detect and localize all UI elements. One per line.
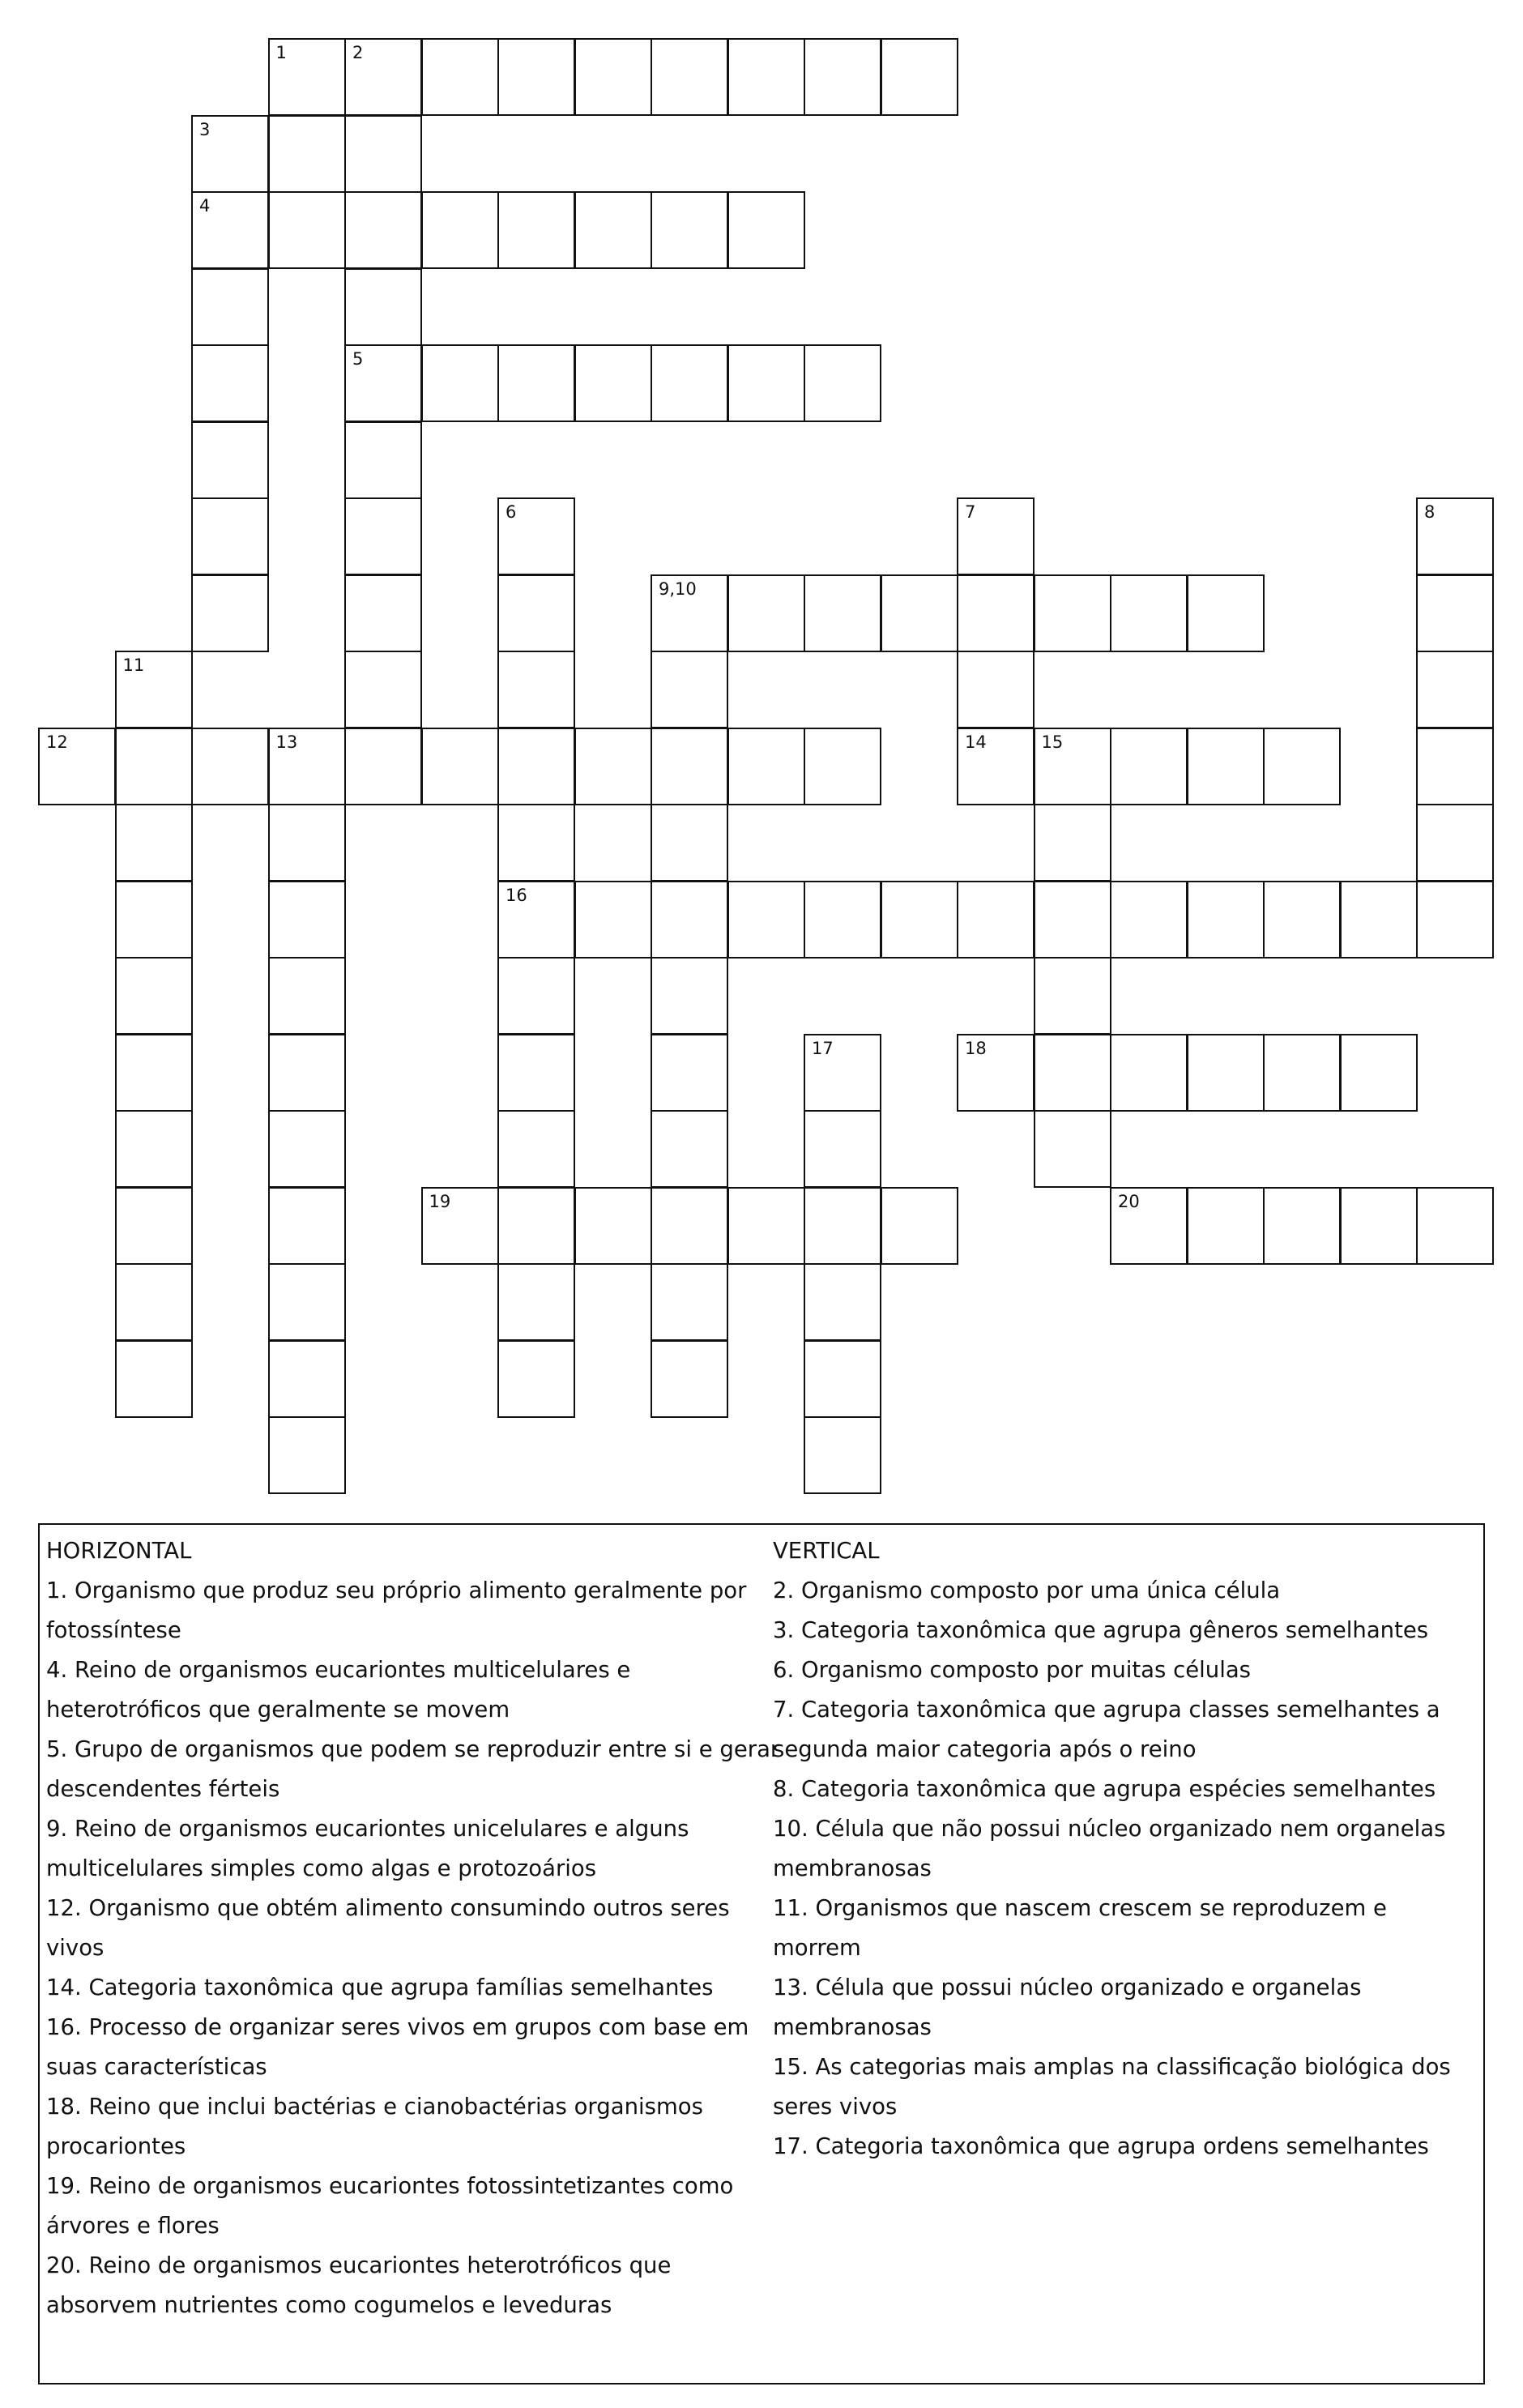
grid-cell[interactable] — [1187, 728, 1265, 805]
clue-number: 13 — [275, 732, 298, 752]
grid-cell[interactable] — [727, 344, 805, 422]
grid-cell[interactable] — [344, 38, 422, 116]
grid-cell[interactable] — [268, 38, 346, 116]
clue-line: 16. Processo de organizar seres vivos em grupos com base em — [46, 2014, 749, 2040]
clue-line: 17. Categoria taxonômica que agrupa ordens semelhantes — [773, 2133, 1429, 2159]
grid-cell[interactable] — [651, 804, 728, 882]
grid-cell[interactable] — [804, 1416, 881, 1494]
grid-cell[interactable] — [651, 574, 728, 652]
grid-cell[interactable] — [1263, 728, 1341, 805]
grid-cell[interactable] — [1416, 1187, 1494, 1265]
grid-cell[interactable] — [1263, 881, 1341, 959]
clue-number: 4 — [199, 196, 211, 216]
grid-cell[interactable] — [727, 728, 805, 805]
clue-line: 10. Célula que não possui núcleo organizado nem organelas — [773, 1816, 1446, 1842]
grid-cell[interactable] — [574, 191, 652, 269]
grid-cell[interactable] — [268, 957, 346, 1035]
grid-cell[interactable] — [727, 574, 805, 652]
grid-cell[interactable] — [727, 191, 805, 269]
grid-cell[interactable] — [804, 1034, 881, 1112]
grid-cell[interactable] — [1340, 1034, 1418, 1112]
grid-cell[interactable] — [651, 191, 728, 269]
grid-cell[interactable] — [191, 574, 269, 652]
grid-cell[interactable] — [804, 1340, 881, 1418]
grid-cell[interactable] — [38, 728, 116, 805]
grid-cell[interactable] — [115, 804, 193, 882]
grid-cell[interactable] — [727, 38, 805, 116]
grid-cell[interactable] — [1340, 881, 1418, 959]
grid-cell[interactable] — [1110, 574, 1188, 652]
clue-number: 16 — [506, 885, 527, 905]
grid-cell[interactable] — [957, 574, 1035, 652]
grid-cell[interactable] — [1416, 804, 1494, 882]
grid-cell[interactable] — [344, 574, 422, 652]
grid-cell[interactable] — [804, 1187, 881, 1265]
grid-cell[interactable] — [651, 344, 728, 422]
clue-line: membranosas — [773, 1855, 932, 1881]
grid-cell[interactable] — [957, 497, 1035, 575]
grid-cell[interactable] — [191, 115, 269, 193]
grid-cell[interactable] — [804, 1110, 881, 1188]
grid-cell[interactable] — [804, 881, 881, 959]
grid-cell[interactable] — [115, 1263, 193, 1341]
grid-cell[interactable] — [344, 268, 422, 346]
clue-line: suas características — [46, 2054, 267, 2080]
grid-cell[interactable] — [1263, 1034, 1341, 1112]
clue-line: 8. Categoria taxonômica que agrupa espécies semelhantes — [773, 1776, 1436, 1802]
grid-cell[interactable] — [1034, 881, 1111, 959]
grid-cell[interactable] — [344, 115, 422, 193]
clue-number: 8 — [1424, 502, 1436, 522]
grid-cell[interactable] — [344, 651, 422, 728]
clue-number: 14 — [965, 732, 987, 752]
clue-number: 19 — [429, 1191, 451, 1211]
clue-number: 15 — [1041, 732, 1064, 752]
grid-cell[interactable] — [421, 38, 499, 116]
grid-cell[interactable] — [881, 881, 958, 959]
clue-line: 18. Reino que inclui bactérias e cianobactérias organismos — [46, 2094, 703, 2120]
grid-cell[interactable] — [1110, 1034, 1188, 1112]
clue-number: 9,10 — [659, 579, 697, 599]
vertical-clues-column — [773, 1531, 1478, 2167]
grid-cell[interactable] — [651, 1340, 728, 1418]
clue-line: segunda maior categoria após o reino — [773, 1736, 1197, 1762]
clue-line: procariontes — [46, 2133, 186, 2159]
grid-cell[interactable] — [191, 268, 269, 346]
grid-cell[interactable] — [804, 574, 881, 652]
grid-cell[interactable] — [651, 1263, 728, 1341]
grid-cell[interactable] — [804, 344, 881, 422]
grid-cell[interactable] — [268, 1187, 346, 1265]
grid-cell[interactable] — [497, 957, 575, 1035]
clue-line: 6. Organismo composto por muitas células — [773, 1657, 1252, 1683]
grid-cell[interactable] — [1034, 1110, 1111, 1188]
grid-cell[interactable] — [497, 1034, 575, 1112]
grid-cell[interactable] — [344, 728, 422, 805]
grid-cell[interactable] — [1416, 497, 1494, 575]
grid-cell[interactable] — [1110, 1187, 1188, 1265]
grid-cell[interactable] — [574, 344, 652, 422]
grid-cell[interactable] — [1034, 804, 1111, 882]
grid-cell[interactable] — [115, 1034, 193, 1112]
grid-cell[interactable] — [727, 881, 805, 959]
grid-cell[interactable] — [497, 804, 575, 882]
grid-cell[interactable] — [421, 344, 499, 422]
clue-line: heterotróficos que geralmente se movem — [46, 1697, 510, 1723]
grid-cell[interactable] — [497, 1340, 575, 1418]
clue-number: 3 — [199, 119, 211, 139]
clue-line: multicelulares simples como algas e protozoários — [46, 1855, 597, 1881]
grid-cell[interactable] — [115, 1340, 193, 1418]
vertical-clues-title: VERTICAL — [773, 1538, 880, 1564]
grid-cell[interactable] — [115, 1187, 193, 1265]
grid-cell[interactable] — [1416, 728, 1494, 805]
grid-cell[interactable] — [574, 728, 652, 805]
grid-cell[interactable] — [497, 344, 575, 422]
clue-line: 19. Reino de organismos eucariontes fotossintetizantes como — [46, 2173, 734, 2199]
grid-cell[interactable] — [497, 191, 575, 269]
grid-cell[interactable] — [1187, 1034, 1265, 1112]
grid-cell[interactable] — [344, 344, 422, 422]
clue-number: 7 — [965, 502, 976, 522]
grid-cell[interactable] — [1034, 1034, 1111, 1112]
grid-cell[interactable] — [1340, 1187, 1418, 1265]
grid-cell[interactable] — [497, 728, 575, 805]
grid-cell[interactable] — [1034, 574, 1111, 652]
grid-cell[interactable] — [1034, 957, 1111, 1035]
clue-line: descendentes férteis — [46, 1776, 280, 1802]
grid-cell[interactable] — [881, 1187, 958, 1265]
clue-line: seres vivos — [773, 2094, 898, 2120]
grid-cell[interactable] — [957, 728, 1035, 805]
grid-cell[interactable] — [957, 881, 1035, 959]
horizontal-clues-column — [46, 1531, 800, 2325]
clue-line: 14. Categoria taxonômica que agrupa famílias semelhantes — [46, 1975, 714, 2000]
grid-cell[interactable] — [574, 38, 652, 116]
grid-cell[interactable] — [651, 728, 728, 805]
grid-cell[interactable] — [804, 38, 881, 116]
clue-line: absorvem nutrientes como cogumelos e leveduras — [46, 2292, 612, 2318]
clue-number: 11 — [122, 655, 145, 675]
grid-cell[interactable] — [727, 1187, 805, 1265]
clue-number: 18 — [965, 1038, 987, 1058]
grid-cell[interactable] — [421, 728, 499, 805]
grid-cell[interactable] — [1416, 574, 1494, 652]
clue-number: 17 — [812, 1038, 834, 1058]
clue-line: 12. Organismo que obtém alimento consumindo outros seres — [46, 1895, 730, 1921]
grid-cell[interactable] — [1110, 881, 1188, 959]
clue-line: 13. Célula que possui núcleo organizado e organelas — [773, 1975, 1362, 2000]
clue-line: 5. Grupo de organismos que podem se reproduzir entre si e gerar — [46, 1736, 780, 1762]
grid-cell[interactable] — [1416, 881, 1494, 959]
grid-cell[interactable] — [115, 881, 193, 959]
clue-line: 4. Reino de organismos eucariontes multicelulares e — [46, 1657, 631, 1683]
grid-cell[interactable] — [421, 1187, 499, 1265]
clue-number: 6 — [506, 502, 517, 522]
grid-cell[interactable] — [1187, 881, 1265, 959]
clue-number: 12 — [46, 732, 68, 752]
grid-cell[interactable] — [191, 728, 269, 805]
grid-cell[interactable] — [115, 728, 193, 805]
grid-cell[interactable] — [421, 191, 499, 269]
clue-number: 5 — [352, 349, 364, 369]
grid-cell[interactable] — [191, 344, 269, 422]
grid-cell[interactable] — [268, 881, 346, 959]
grid-cell[interactable] — [344, 191, 422, 269]
grid-cell[interactable] — [651, 881, 728, 959]
clue-line: 20. Reino de organismos eucariontes heterotróficos que — [46, 2252, 672, 2278]
grid-cell[interactable] — [651, 1110, 728, 1188]
grid-cell[interactable] — [804, 1263, 881, 1341]
grid-cell[interactable] — [574, 881, 652, 959]
grid-cell[interactable] — [651, 38, 728, 116]
clue-line: 11. Organismos que nascem crescem se reproduzem e morrem — [773, 1895, 1387, 1961]
grid-cell[interactable] — [881, 38, 958, 116]
grid-cell[interactable] — [268, 1034, 346, 1112]
grid-cell[interactable] — [115, 1110, 193, 1188]
grid-cell[interactable] — [497, 1263, 575, 1341]
clue-line: fotossíntese — [46, 1617, 181, 1643]
grid-cell[interactable] — [1187, 574, 1265, 652]
grid-cell[interactable] — [1034, 728, 1111, 805]
grid-cell[interactable] — [1187, 1187, 1265, 1265]
grid-cell[interactable] — [268, 115, 346, 193]
grid-cell[interactable] — [957, 1034, 1035, 1112]
grid-cell[interactable] — [115, 957, 193, 1035]
grid-cell[interactable] — [881, 574, 958, 652]
clue-line: 2. Organismo composto por uma única célula — [773, 1578, 1281, 1603]
grid-cell[interactable] — [268, 1110, 346, 1188]
grid-cell[interactable] — [497, 497, 575, 575]
clue-line: membranosas — [773, 2014, 932, 2040]
grid-cell[interactable] — [268, 191, 346, 269]
clue-line: 1. Organismo que produz seu próprio alimento geralmente por — [46, 1578, 747, 1603]
clue-line: 9. Reino de organismos eucariontes unicelulares e alguns — [46, 1816, 689, 1842]
grid-cell[interactable] — [497, 574, 575, 652]
grid-cell[interactable] — [497, 38, 575, 116]
grid-cell[interactable] — [268, 1340, 346, 1418]
clue-line: 15. As categorias mais amplas na classificação biológica dos — [773, 2054, 1451, 2080]
grid-cell[interactable] — [651, 651, 728, 728]
grid-cell[interactable] — [268, 1263, 346, 1341]
grid-cell[interactable] — [651, 1187, 728, 1265]
grid-cell[interactable] — [268, 728, 346, 805]
clue-line: árvores e flores — [46, 2213, 220, 2239]
grid-cell[interactable] — [1416, 651, 1494, 728]
grid-cell[interactable] — [804, 728, 881, 805]
grid-cell[interactable] — [574, 1187, 652, 1265]
grid-cell[interactable] — [497, 881, 575, 959]
grid-cell[interactable] — [268, 804, 346, 882]
grid-cell[interactable] — [957, 651, 1035, 728]
clue-number: 1 — [275, 43, 287, 62]
grid-cell[interactable] — [1263, 1187, 1341, 1265]
horizontal-clues-title: HORIZONTAL — [46, 1538, 192, 1564]
grid-cell[interactable] — [191, 497, 269, 575]
clue-number: 2 — [352, 43, 364, 62]
grid-cell[interactable] — [268, 1416, 346, 1494]
grid-cell[interactable] — [344, 497, 422, 575]
grid-cell[interactable] — [344, 421, 422, 499]
grid-cell[interactable] — [191, 191, 269, 269]
grid-cell[interactable] — [497, 1110, 575, 1188]
clue-line: 3. Categoria taxonômica que agrupa gêneros semelhantes — [773, 1617, 1429, 1643]
clue-number: 20 — [1118, 1191, 1140, 1211]
grid-cell[interactable] — [115, 651, 193, 728]
grid-cell[interactable] — [497, 1187, 575, 1265]
grid-cell[interactable] — [651, 957, 728, 1035]
clues-box — [38, 1523, 1485, 2385]
grid-cell[interactable] — [1110, 728, 1188, 805]
grid-cell[interactable] — [651, 1034, 728, 1112]
grid-cell[interactable] — [497, 651, 575, 728]
grid-cell[interactable] — [191, 421, 269, 499]
clue-line: 7. Categoria taxonômica que agrupa classes semelhantes a — [773, 1697, 1440, 1723]
clue-line: vivos — [46, 1935, 105, 1961]
